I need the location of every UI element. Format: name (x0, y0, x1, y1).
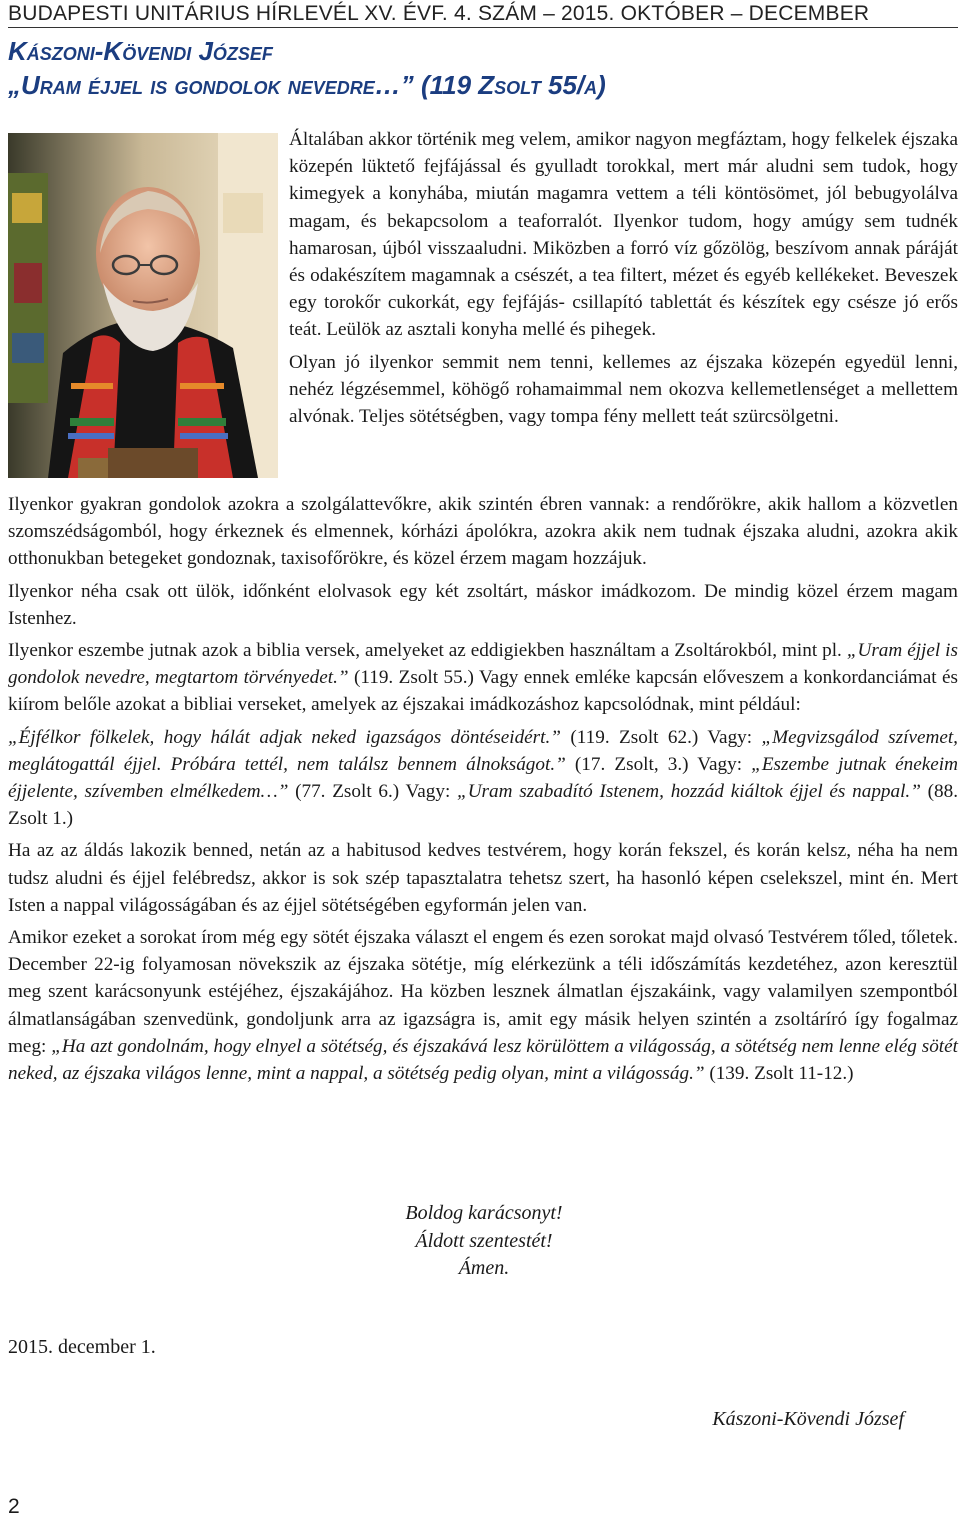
text-run: (119. Zsolt 62.) Vagy: (560, 726, 762, 748)
quotation: „Éjfélkor fölkelek, hogy hálát adjak neked igazságos döntéseidért.” (8, 726, 561, 748)
text-run: Amikor ezeket a sorokat írom még egy sötét éjszaka választ el engem és ezen sorokat majd olvasó Testvérem tőled, tőletek. December 22-ig folyamosan növekszik az éjszaka sötétje, míg elérkezünk a téli időszámítás kezdetéhez, azon keresztül meg szent karácsonyunk estéjéhez, éjszakájához. Ha közben lesznek álmatlan éjszakáink, vagy valamilyen szempontból álmatlanságában szenvedünk, gondoljunk arra az igazságra is, amit egy másik helyen szintén a zsoltáríró így fogalmaz meg: (8, 927, 958, 1057)
quotation: „Ha azt gondolnám, hogy elnyel a sötétség, és éjszakává lesz körülöttem a világosság, a sötétség nem lenne elég sötét neked, az éjszaka világos lenne, mint a nappal, a sötétség pedig olyan, mint a világosság.” (8, 1035, 958, 1085)
paragraph (8, 837, 958, 919)
paragraph (8, 724, 958, 833)
text-run: Ha az az áldás lakozik benned, netán az a habitusod kedves testvérem, hogy korán fekszel, és korán kelsz, néha ha nem tudsz aludni és éjjel felébredsz, akkor is sok szép tapasztalatra tehetsz szert, ha hasonló képen cselekszel, mint én. Mert Isten a nappal világosságában és az éjjel sötétségében egyformán jelen van. (8, 840, 958, 916)
closing-line: Boldog karácsonyt! (405, 1202, 563, 1224)
quotation: „Megvizsgálod szívemet, meglátogattál éjjel. Próbára tettél, nem találsz bennem álnokságot.” (8, 726, 958, 775)
text-run: (139. Zsolt 11-12.) (704, 1063, 854, 1085)
quotation: „Uram éjjel is gondolok nevedre, megtartom törvényedet.” (8, 640, 958, 689)
paragraph (8, 924, 958, 1087)
closing-line: Áldott szentestét! (415, 1229, 553, 1252)
signature: Kászoni-Kövendi József (712, 1408, 904, 1430)
text-run: Általában akkor történik meg velem, amikor nagyon megfáztam, hogy felkelek éjszaka közepén lüktető fejfájással és gyulladt torokkal, mert már aludni sem tudok, hogy kimegyek a konyhába, miután magamra vettem a téli köntösömet, jól bebugyolálva magam, és bekapcsolom a teaforralót. Ilyenkor tudom, hogy amúgy sem tudnék hamarosan, újból visszaaludni. Miközben a forró víz gőzölög, beszívom annak páráját és odakészítem magamnak a csészét, a tea filtert, mézet és egyéb kellékeket. Beveszek egy torokőr cukorkát, egy fejfájás- csillapító tablettát és készítek egy csésze jó erős teát. Leülök az asztali konyha mellé és pihegek. (289, 129, 958, 341)
text-run: Ilyenkor gyakran gondolok azokra a szolgálattevőkre, akik szintén ébren vannak: a rendőrökre, akik hallom a közvetlen szomszédságomból, hogy érkeznek és elmennek, kórházi ápolókra, azokra akik nem tudnak éjszaka aludni, azokra akik otthonukban betegeket gondoznak, taxisofőrökre, és közel érzem magam hozzájuk. (8, 494, 958, 570)
paragraph (289, 126, 958, 344)
main-column (8, 491, 958, 1092)
quotation: „Uram szabadító Istenem, hozzád kiáltok éjjel és nappal.” (457, 781, 921, 803)
intro-column (289, 126, 958, 435)
paragraph (8, 491, 958, 573)
header-rule (8, 27, 958, 28)
closing-line: Ámen. (458, 1257, 510, 1279)
running-header: BUDAPESTI UNITÁRIUS HÍRLEVÉL XV. ÉVF. 4. SZÁM – 2015. OKTÓBER – DECEMBER (8, 2, 870, 25)
closing-blessing (384, 1200, 584, 1283)
paragraph (289, 349, 958, 431)
date-line: 2015. december 1. (8, 1336, 156, 1358)
page-number: 2 (8, 1495, 20, 1518)
text-run: (119. Zsolt 55.) Vagy ennek emléke kapcsán előveszem a konkordanciámat és kiírom belőle azokat a bibliai verseket, amelyek az éjszakai imádkozáshoz kapcsolódnak, mint például: (8, 667, 958, 716)
author-photo (8, 133, 278, 478)
text-run: Ilyenkor néha csak ott ülök, időnként elolvasok egy két zsoltárt, máskor imádkozom. De mindig közel érzem magam Istenhez. (8, 580, 958, 629)
text-run: (88. Zsolt 1.) (8, 781, 959, 830)
text-run: (17. Zsolt, 3.) Vagy: (565, 753, 752, 775)
article-author: Kászoni-Kövendi József (8, 36, 273, 66)
paragraph (8, 637, 958, 719)
text-run: Ilyenkor eszembe jutnak azok a biblia versek, amelyeket az eddigiekben használtam a Zsoltárokból, mint pl. (8, 640, 847, 662)
text-run: Olyan jó ilyenkor semmit nem tenni, kellemes az éjszaka közepén egyedül lenni, nehéz légzésemmel, köhögő rohamaimmal nem okozva kellemetlenséget a mellettem alvónak. Teljes sötétségben, vagy tompa fény mellett teát szürcsölgetni. (289, 351, 958, 428)
text-run: (77. Zsolt 6.) Vagy: (288, 781, 458, 803)
paragraph (8, 578, 958, 632)
quotation: „Eszembe jutnak énekeim éjjelente, szívemben elmélkedem…” (8, 753, 958, 803)
article-title: „Uram éjjel is gondolok nevedre…” (119 Zsolt 55/a) (8, 70, 606, 100)
